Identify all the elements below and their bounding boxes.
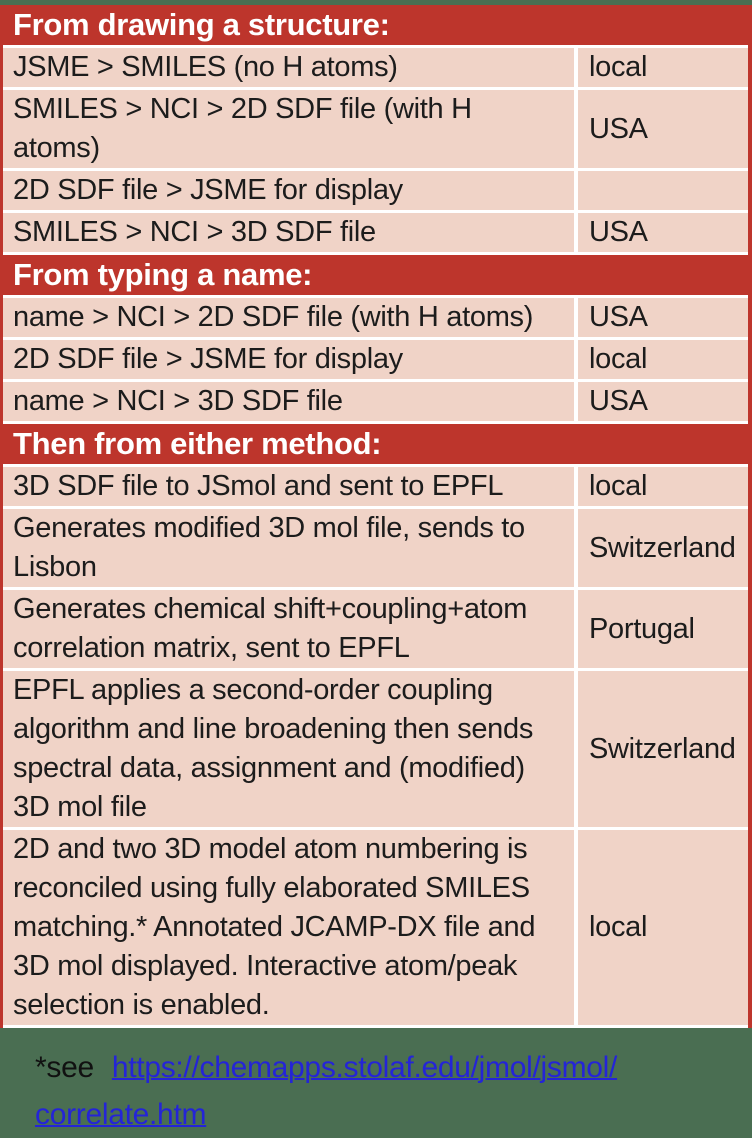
step-cell: name > NCI > 2D SDF file (with H atoms) [3,298,578,337]
step-cell: 3D SDF file to JSmol and sent to EPFL [3,467,578,506]
step-cell: JSME > SMILES (no H atoms) [3,48,578,87]
table-row [3,90,748,171]
location-cell: USA [578,90,748,168]
correlate-link-line1[interactable]: https://chemapps.stolaf.edu/jmol/jsmol/ [111,1051,618,1084]
section-header-drawing: From drawing a structure: [3,5,748,48]
location-cell: USA [578,298,748,337]
location-cell: local [578,48,748,87]
section-header-typing: From typing a name: [3,255,748,298]
footer-note [0,1028,752,1138]
table-row [3,340,748,382]
correlate-link-line2[interactable]: correlate.htm [35,1098,207,1131]
footnote-asterisk-label: *see [35,1051,94,1084]
location-cell: Switzerland [578,509,748,587]
table-row [3,509,748,590]
location-cell: USA [578,213,748,252]
location-cell: local [578,340,748,379]
step-cell: SMILES > NCI > 3D SDF file [3,213,578,252]
step-cell: Generates chemical shift+coupling+atom correlation matrix, sent to EPFL [3,590,578,668]
step-cell: SMILES > NCI > 2D SDF file (with H atoms) [3,90,578,168]
step-cell: name > NCI > 3D SDF file [3,382,578,421]
location-cell: USA [578,382,748,421]
location-cell: local [578,830,748,1025]
correlate-link[interactable] [35,1051,617,1131]
table-row [3,467,748,509]
location-cell [578,171,748,210]
section-header-either-method: Then from either method: [3,424,748,467]
step-cell: EPFL applies a second-order coupling algorithm and line broadening then sends spectral data, assignment and (modified) 3D mol file [3,671,578,827]
step-cell: 2D SDF file > JSME for display [3,171,578,210]
location-cell: Switzerland [578,671,748,827]
table-row [3,590,748,671]
location-cell: Portugal [578,590,748,668]
table-row [3,213,748,255]
table-row [3,382,748,424]
step-cell: 2D SDF file > JSME for display [3,340,578,379]
step-cell: 2D and two 3D model atom numbering is reconciled using fully elaborated SMILES matching.* Annotated JCAMP-DX file and 3D mol displayed. Interactive atom/peak selection is enabled. [3,830,578,1025]
table-row [3,48,748,90]
workflow-table [0,5,752,1028]
location-cell: local [578,467,748,506]
table-row [3,671,748,830]
step-cell: Generates modified 3D mol file, sends to Lisbon [3,509,578,587]
table-row [3,830,748,1028]
table-row [3,298,748,340]
table-row [3,171,748,213]
